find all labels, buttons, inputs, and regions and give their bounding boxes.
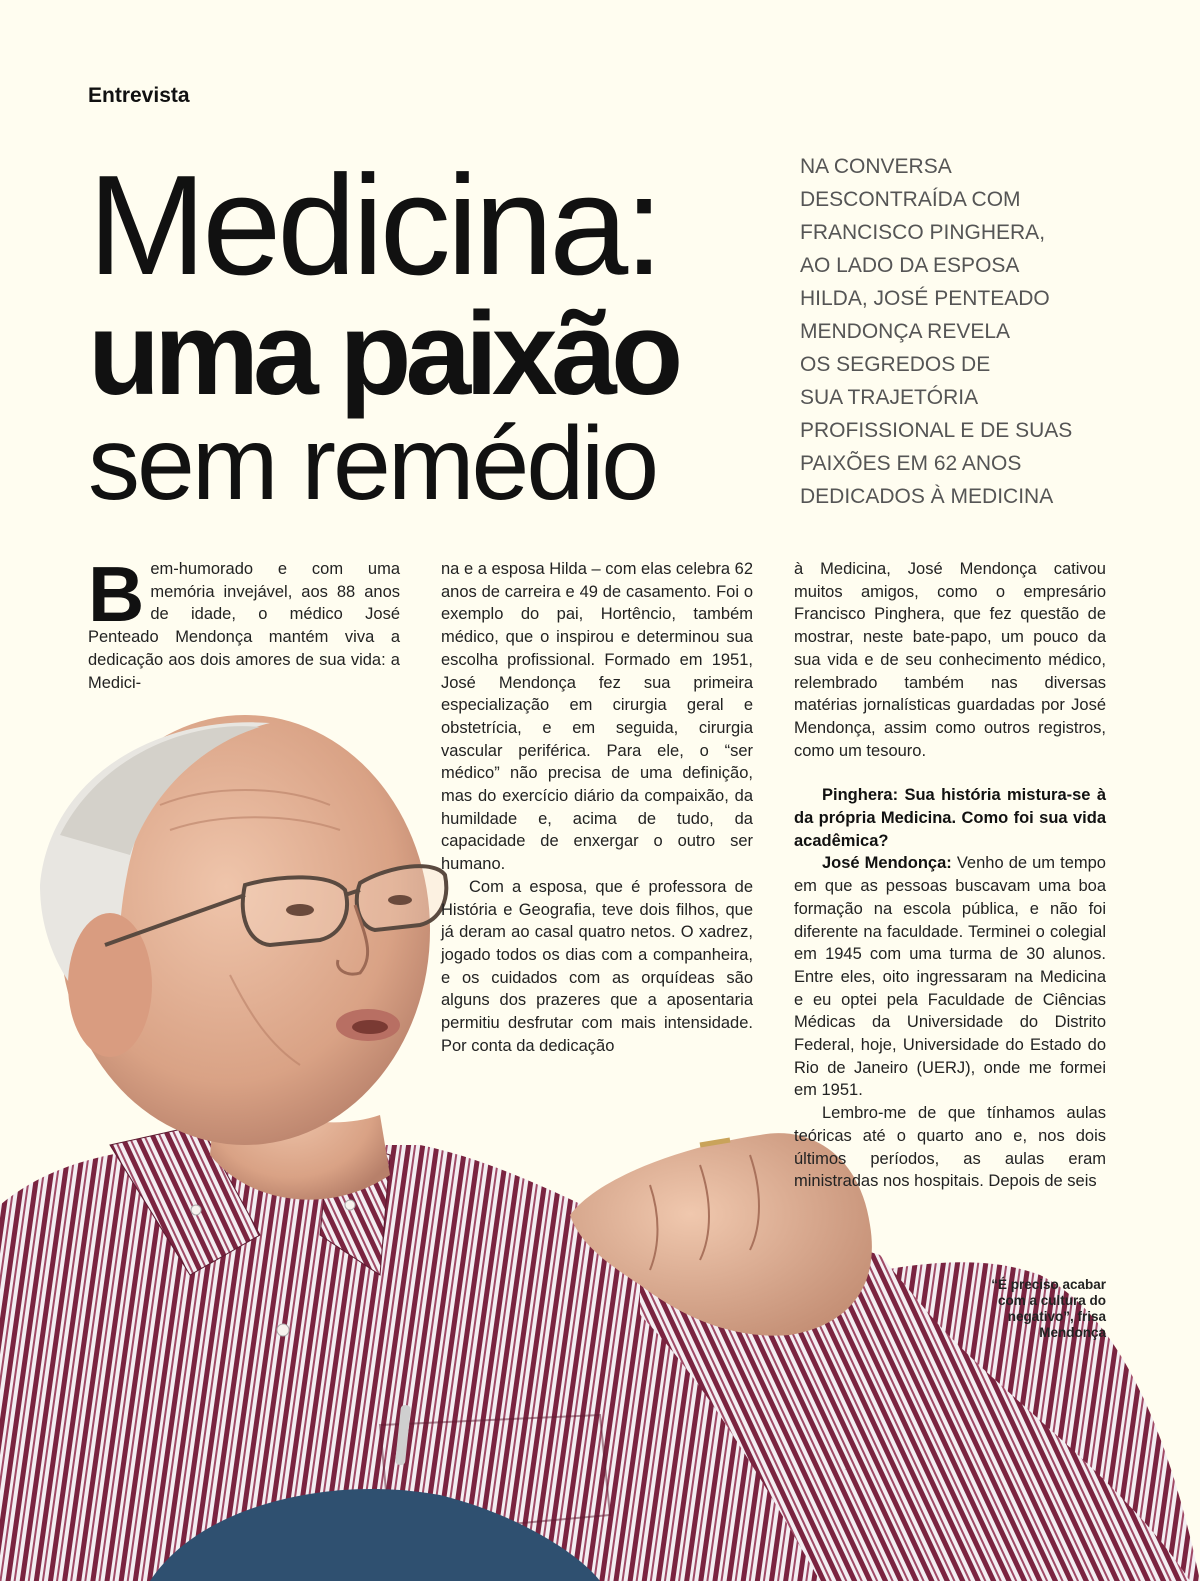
deck-line: DESCONTRAÍDA COM <box>800 188 1021 211</box>
deck-line: MENDONÇA REVELA <box>800 320 1011 343</box>
deck-line: AO LADO DA ESPOSA <box>800 254 1020 277</box>
body-text: em-humorado e com uma memória invejável, aos 88 anos de idade, o médico José Penteado Mendonça mantém viva a dedicação aos dois amores de sua vida: a Medici- <box>88 560 400 692</box>
deck-line: PAIXÕES EM 62 ANOS <box>800 452 1022 475</box>
dropcap: B <box>88 550 145 638</box>
headline <box>88 146 768 522</box>
headline-line-3: sem remédio <box>88 406 657 522</box>
interview-answer-continued: Lembro-me de que tínhamos aulas teóricas até o quarto ano e, nos dois últimos períodos, as aulas eram ministradas nos hospitais. Depois de seis <box>794 1104 1106 1191</box>
interview-answer <box>794 852 1106 1102</box>
deck-line: FRANCISCO PINGHERA, <box>800 221 1046 244</box>
headline-line-2: uma paixão <box>88 288 678 420</box>
deck-line: DEDICADOS À MEDICINA <box>800 485 1054 508</box>
deck-intro <box>800 150 1100 513</box>
body-column-1 <box>88 550 400 694</box>
body-column-2 <box>441 558 753 1057</box>
section-label: Entrevista <box>88 84 190 107</box>
deck-line: HILDA, JOSÉ PENTEADO <box>800 287 1050 310</box>
headline-line-1: Medicina: <box>88 146 660 305</box>
answer-text: Venho de um tempo em que as pessoas buscavam uma boa formação na escola pública, e não foi diferente na faculdade. Terminei o colegial em 1945 com uma turma de 30 alunos. Entre eles, oito ingressaram na Medicina e eu optei pela Faculdade de Ciências Médicas da Universidade do Distrito Federal, hoje, Universidade do Estado do Rio de Janeiro (UERJ), onde me formei em 1951. <box>794 854 1106 1100</box>
body-column-3 <box>794 558 1106 1193</box>
body-paragraph: Com a esposa, que é professora de História e Geografia, teve dois filhos, que já deram ao casal quatro netos. O xadrez, jogado todos os dias com a companheira, e os cuidados com as orquídeas são alguns dos prazeres que a aposentaria permitiu desfrutar com mais intensidade. Por conta da dedicação <box>441 877 753 1055</box>
interview-question: Pinghera: Sua história mistura-se à da própria Medicina. Como foi sua vida acadêmica? <box>794 786 1106 850</box>
deck-line: OS SEGREDOS DE <box>800 353 991 376</box>
body-paragraph: à Medicina, José Mendonça cativou muitos amigos, como o empresário Francisco Pinghera, que fez questão de mostrar, neste bate-papo, um pouco da sua vida e de seu conhecimento médico, relembrado também nas diversas matérias jornalísticas guardadas por José Mendonça, assim como outros registros, como um tesouro. <box>794 560 1106 760</box>
deck-line: SUA TRAJETÓRIA <box>800 386 979 409</box>
photo-caption: “É preciso acabar com a cultura do negativo”, frisa Mendonça <box>991 1277 1106 1340</box>
deck-line: PROFISSIONAL E DE SUAS <box>800 419 1073 442</box>
answer-speaker: José Mendonça: <box>822 854 952 873</box>
deck-line: NA CONVERSA <box>800 155 952 178</box>
body-paragraph: na e a esposa Hilda – com elas celebra 62 anos de carreira e 49 de casamento. Foi o exemplo do pai, Hortêncio, também médico, que o inspirou e determinou sua escolha profissional. Formado em 1951, José Mendonça fez sua primeira especialização em cirurgia geral e obstetrícia, e em seguida, cirurgia vascular periférica. Para ele, o “ser médico” não precisa de uma definição, mas do exercício diário da compaixão, da humildade e, acima de tudo, da capacidade de enxergar o outro ser humano. <box>441 560 753 874</box>
